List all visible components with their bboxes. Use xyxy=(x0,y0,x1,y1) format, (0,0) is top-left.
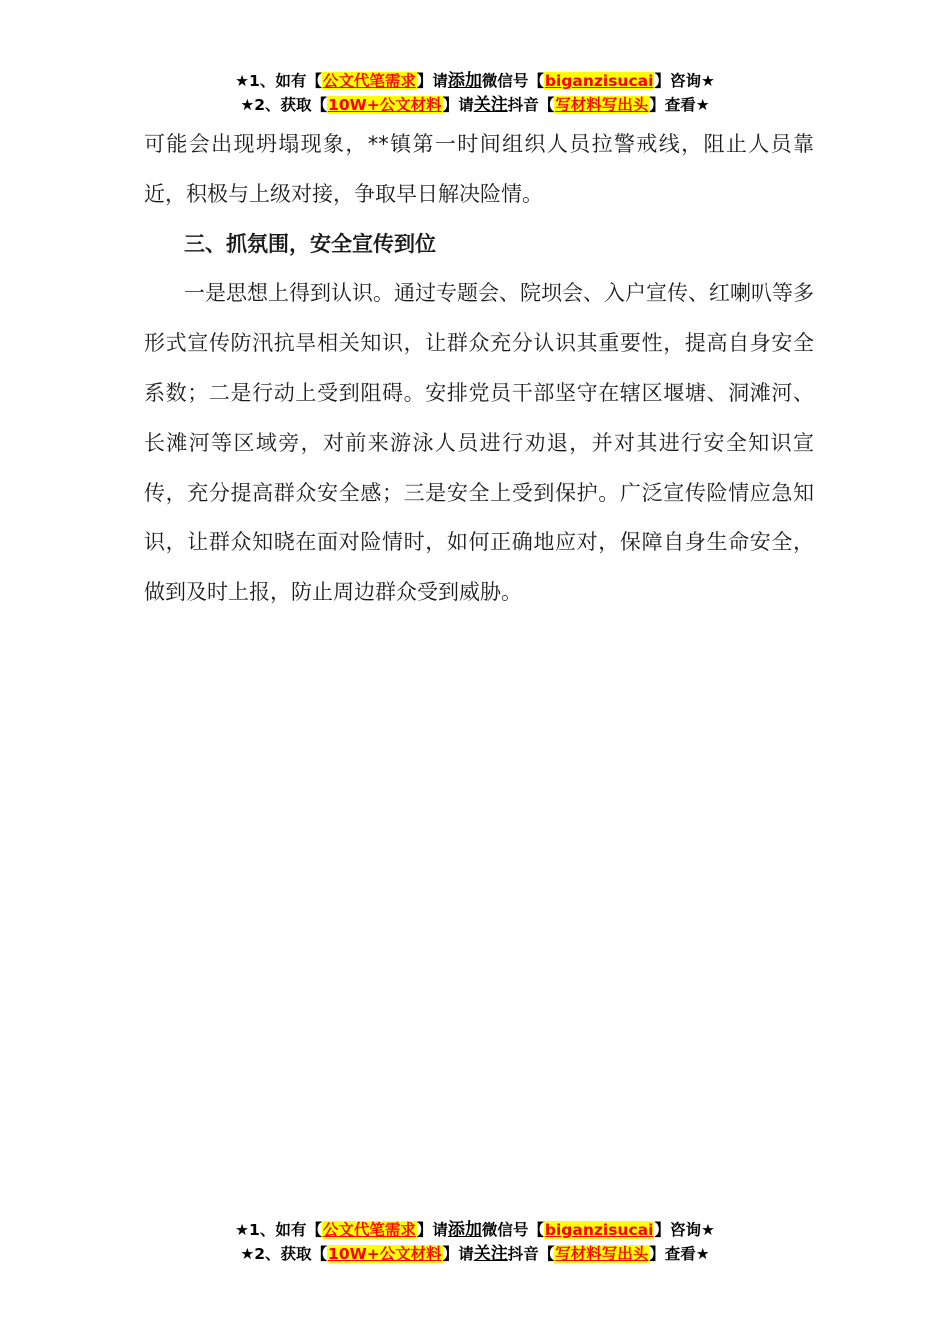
promo-text: 抖音【 xyxy=(507,1245,555,1263)
promo-text: 】请 xyxy=(442,96,474,114)
promo-highlight: 10W+公文材料 xyxy=(328,96,442,114)
promo-highlight: 10W+公文材料 xyxy=(328,1245,442,1263)
promo-text: ★2、获取【 xyxy=(240,1245,328,1263)
promo-emphasis: 添加 xyxy=(447,1220,482,1240)
promo-emphasis: 关注 xyxy=(473,1244,508,1264)
promo-line-2 xyxy=(0,93,950,117)
promo-text: 】咨询★ xyxy=(654,72,715,90)
promo-text: ★1、如有【 xyxy=(235,1221,322,1239)
promo-emphasis: 添加 xyxy=(447,71,482,91)
continuation-paragraph: 可能会出现坍塌现象，**镇第一时间组织人员拉警戒线，阻止人员靠近，积极与上级对接，争取早日解决险情。 xyxy=(144,132,814,206)
body-paragraph: 一是思想上得到认识。通过专题会、院坝会、入户宣传、红喇叭等多形式宣传防汛抗旱相关知识，让群众充分认识其重要性，提高自身安全系数；二是行动上受到阻碍。安排党员干部坚守在辖区堰塘、洞滩河、长滩河等区域旁，对前来游泳人员进行劝退，并对其进行安全知识宣传，充分提高群众安全感；三是安全上受到保护。广泛宣传险情应急知识，让群众知晓在面对险情时，如何正确地应对，保障自身生命安全，做到及时上报，防止周边群众受到威胁。 xyxy=(144,281,814,605)
promo-line-1 xyxy=(0,69,950,93)
promo-highlight: biganzisucai xyxy=(544,1221,654,1239)
promo-text: 抖音【 xyxy=(507,96,555,114)
promo-highlight: 公文代笔需求 xyxy=(322,1221,416,1239)
promo-text: 】查看★ xyxy=(649,96,710,114)
promo-text: 】咨询★ xyxy=(654,1221,715,1239)
promo-emphasis: 关注 xyxy=(473,95,508,115)
promo-text: ★1、如有【 xyxy=(235,72,322,90)
promo-highlight: 公文代笔需求 xyxy=(322,72,416,90)
promo-highlight: 写材料写出头 xyxy=(555,96,649,114)
promo-text: 微信号【 xyxy=(481,72,544,90)
promo-text: ★2、获取【 xyxy=(240,96,328,114)
promo-highlight: 写材料写出头 xyxy=(555,1245,649,1263)
promo-highlight: biganzisucai xyxy=(544,72,654,90)
promo-text: 】请 xyxy=(442,1245,474,1263)
header-promo xyxy=(0,69,950,117)
document-body xyxy=(144,120,814,618)
promo-text: 】请 xyxy=(416,1221,448,1239)
promo-text: 】查看★ xyxy=(649,1245,710,1263)
section-heading: 三、抓氛围，安全宣传到位 xyxy=(184,231,436,256)
promo-text: 】请 xyxy=(416,72,448,90)
promo-line-2 xyxy=(0,1242,950,1266)
promo-text: 微信号【 xyxy=(481,1221,544,1239)
promo-line-1 xyxy=(0,1218,950,1242)
footer-promo xyxy=(0,1218,950,1266)
